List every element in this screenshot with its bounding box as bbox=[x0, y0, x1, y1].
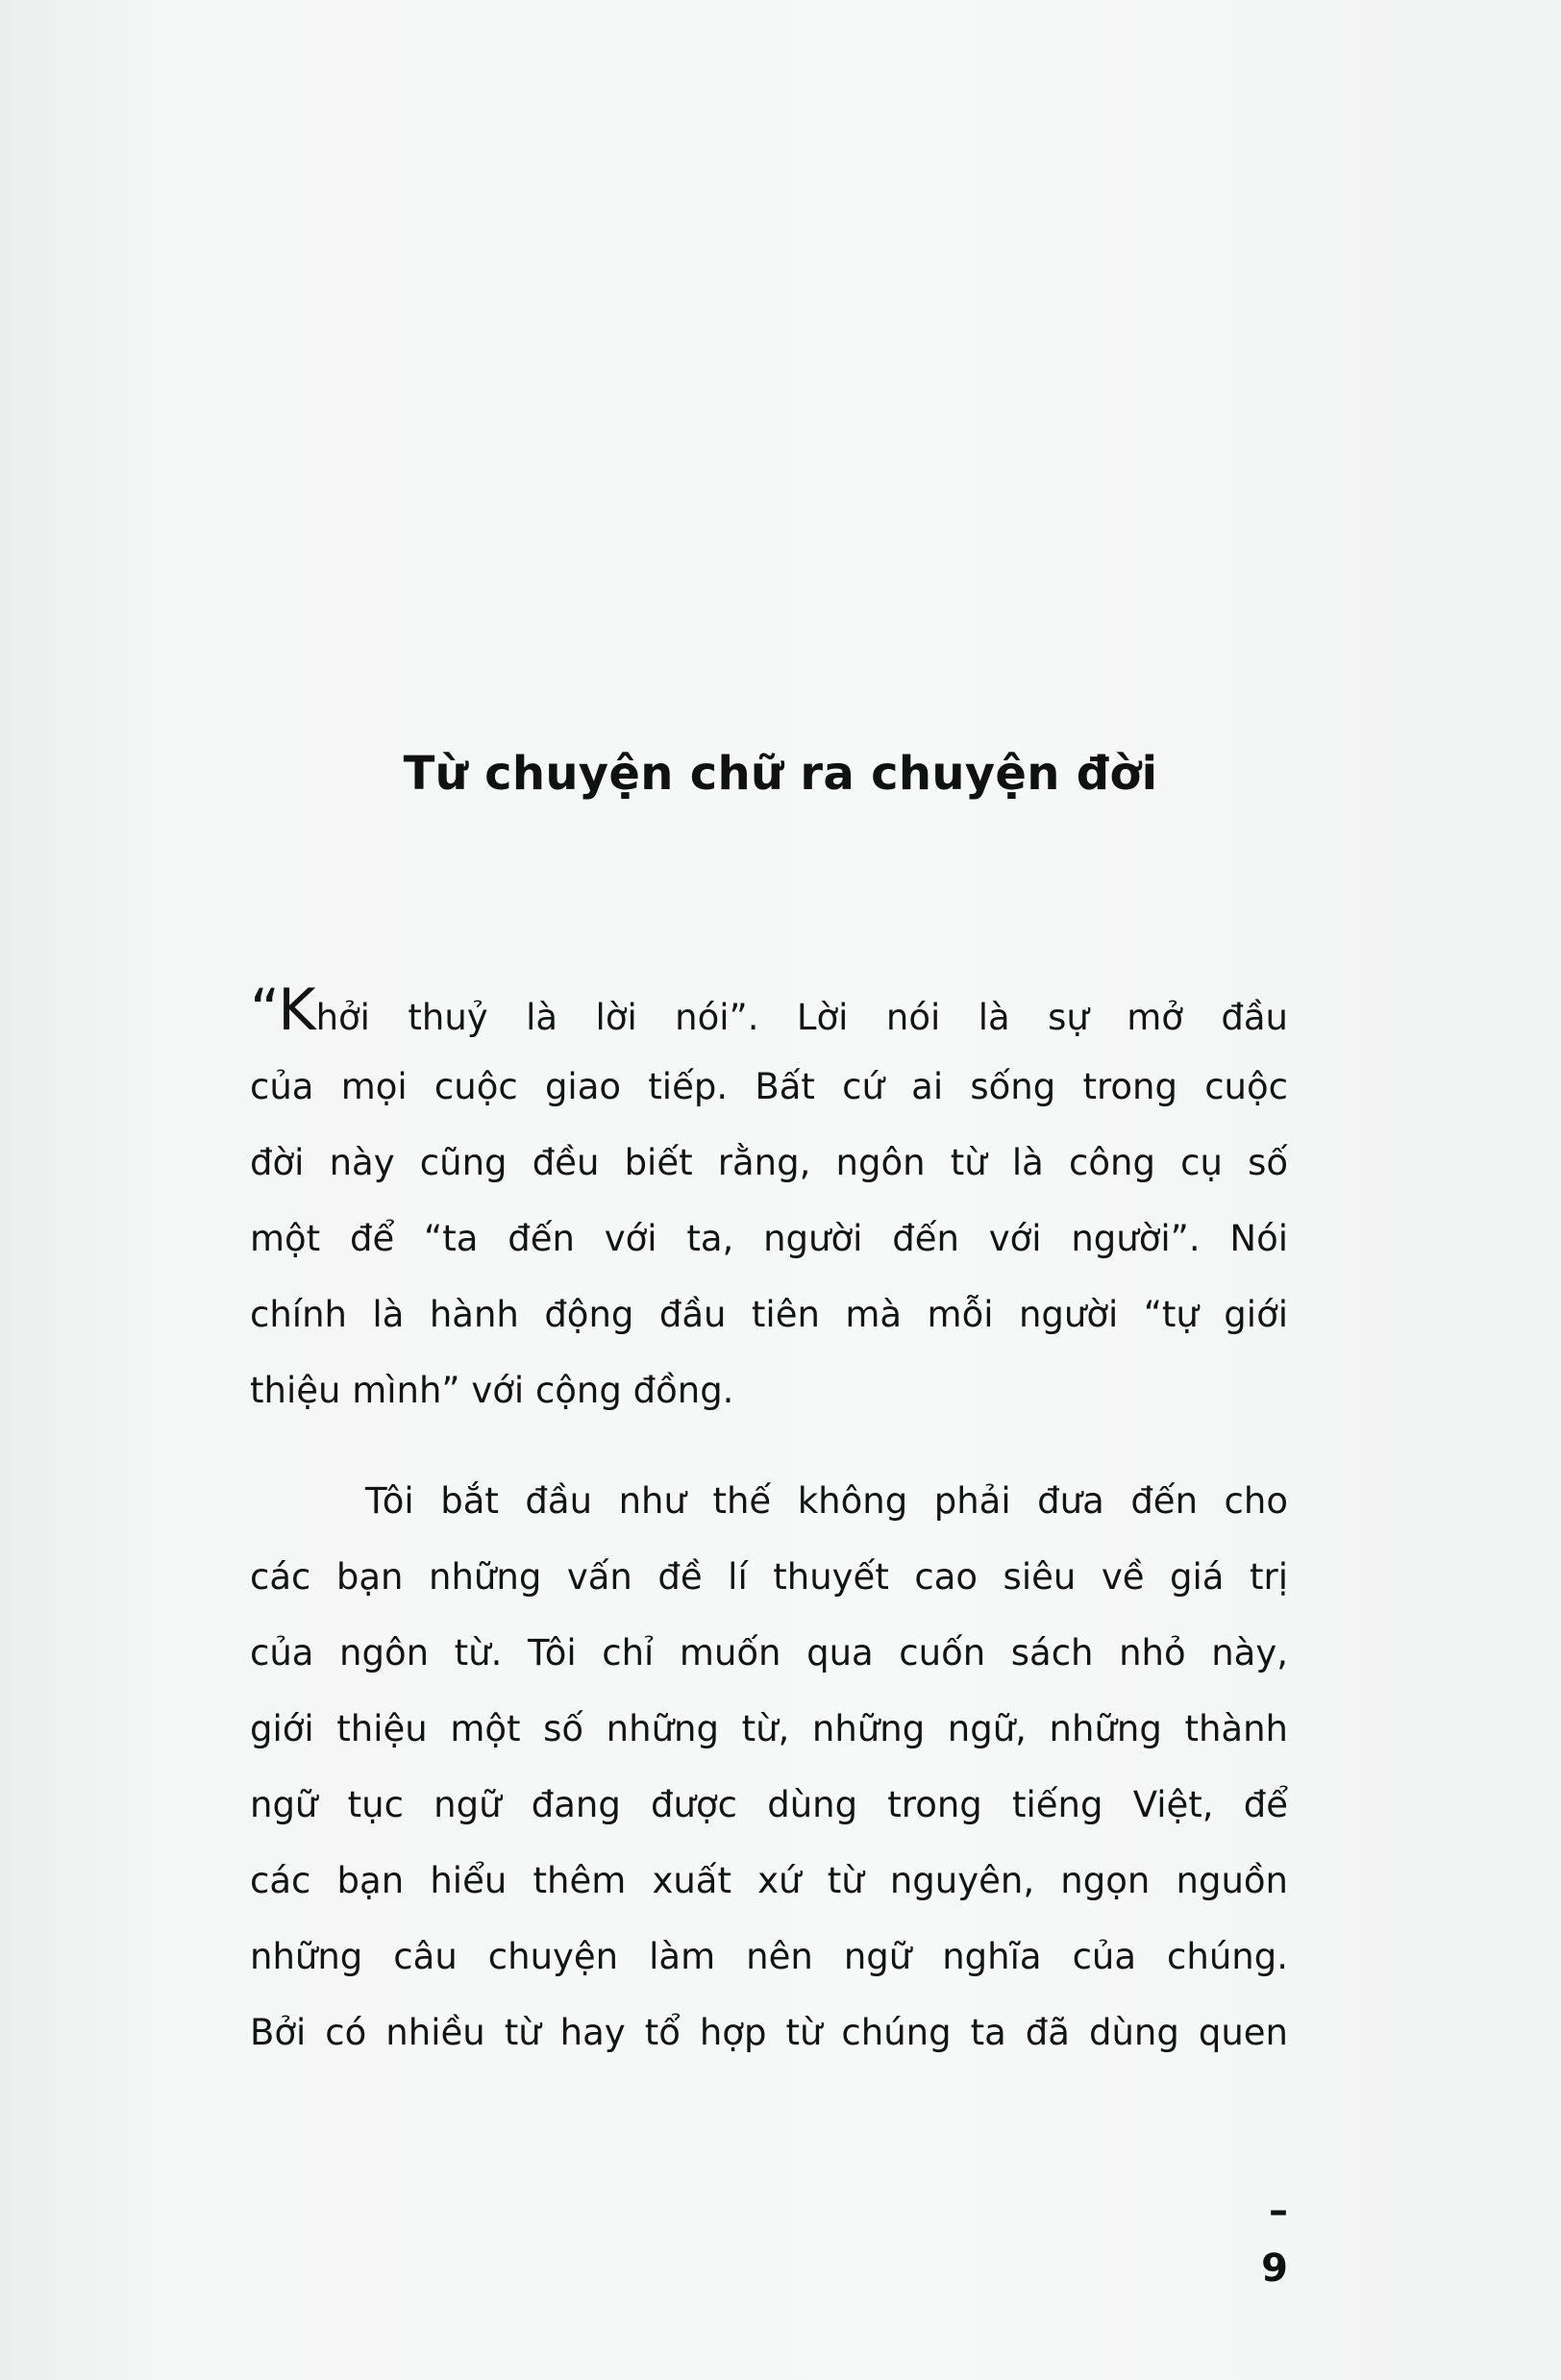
paragraph-line: của mọi cuộc giao tiếp. Bất cứ ai sống trong cuộc bbox=[250, 1066, 1288, 1107]
line-text: hởi thuỷ là lời nói”. Lời nói là sự mở đầu bbox=[315, 997, 1288, 1038]
paragraph-1 bbox=[250, 973, 1288, 1428]
paragraph-line: đời này cũng đều biết rằng, ngôn từ là công cụ số bbox=[250, 1142, 1288, 1183]
paragraph-line: một để “ta đến với ta, người đến với người”. Nói bbox=[250, 1218, 1288, 1259]
paragraph-line: ngữ tục ngữ đang được dùng trong tiếng Việt, để bbox=[250, 1784, 1288, 1825]
paragraph-line: giới thiệu một số những từ, những ngữ, những thành bbox=[250, 1708, 1288, 1749]
drop-cap: “K bbox=[250, 977, 316, 1044]
paragraph-line: của ngôn từ. Tôi chỉ muốn qua cuốn sách nhỏ này, bbox=[250, 1632, 1288, 1673]
paragraph-line bbox=[250, 973, 1288, 1049]
paragraph-line: Tôi bắt đầu như thế không phải đưa đến cho bbox=[365, 1480, 1288, 1522]
paragraph-line: các bạn những vấn đề lí thuyết cao siêu về giá trị bbox=[250, 1556, 1288, 1598]
paragraph-line: Bởi có nhiều từ hay tổ hợp từ chúng ta đã dùng quen bbox=[250, 2012, 1288, 2053]
page-number: – 9 bbox=[1261, 2189, 1288, 2291]
paragraph-line: những câu chuyện làm nên ngữ nghĩa của chúng. bbox=[250, 1936, 1288, 1977]
paragraph-2 bbox=[250, 1463, 1288, 2070]
chapter-title: Từ chuyện chữ ra chuyện đời bbox=[403, 747, 1158, 801]
paragraph-line: chính là hành động đầu tiên mà mỗi người “tự giới bbox=[250, 1294, 1288, 1335]
paragraph-line: các bạn hiểu thêm xuất xứ từ nguyên, ngọn nguồn bbox=[250, 1860, 1288, 1901]
paragraph-line: thiệu mình” với cộng đồng. bbox=[250, 1370, 734, 1411]
